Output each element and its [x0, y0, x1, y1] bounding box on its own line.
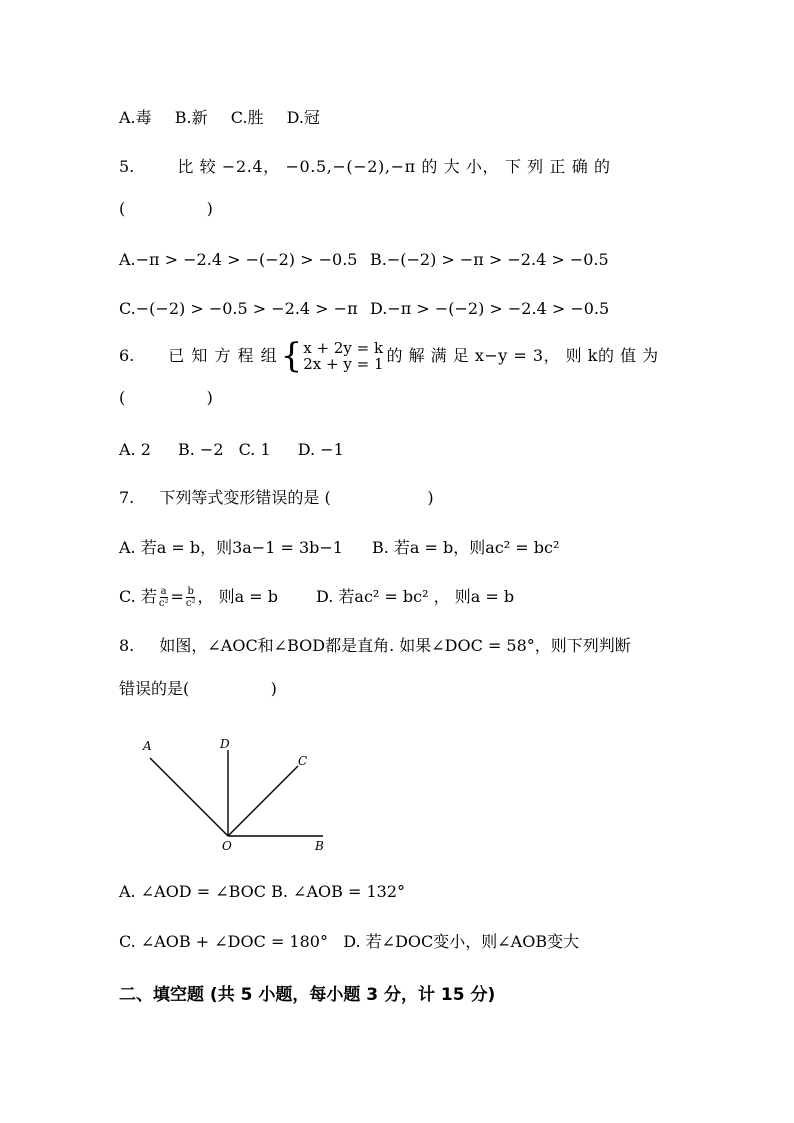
q8-stem-line-2: 错误的是( ): [119, 679, 277, 698]
q5-option-b: B.−(−2) > −π > −2.4 > −0.5: [370, 250, 609, 269]
ray-oc: [228, 766, 298, 836]
q5-number: 5.: [119, 157, 135, 176]
q4-option-c: C.胜: [230, 108, 264, 127]
label-a: A: [143, 739, 152, 753]
q6-option-b: B. −2: [178, 440, 224, 459]
q6-answer-paren: ( ): [119, 388, 213, 407]
q6-options: [119, 440, 344, 460]
q8-options-ab: A. ∠AOD = ∠BOC B. ∠AOB = 132°: [119, 882, 405, 901]
q8-stem: 如图，∠AOC和∠BOD都是直角. 如果∠DOC = 58°，则下列判断: [159, 636, 631, 655]
q6-equation-1: x + 2y = k: [303, 339, 384, 357]
q5-stem: 比 较 −2.4， −0.5,−(−2),−π 的 大 小， 下 列 正 确 的: [177, 157, 611, 176]
q6-stem-pre: 已 知 方 程 组: [168, 346, 278, 365]
q4-option-b: B.新: [174, 108, 208, 127]
q8-stem-line: [119, 636, 631, 656]
q8-number: 8.: [119, 636, 135, 655]
q6-option-c: C. 1: [238, 440, 271, 459]
q7-number: 7.: [119, 488, 135, 507]
section-2-title: 二、填空题 (共 5 小题，每小题 3 分，计 15 分): [119, 985, 496, 1005]
q7-stem: 下列等式变形错误的是 ( ): [159, 488, 434, 507]
q8-options-cd: C. ∠AOB + ∠DOC = 180° D. 若∠DOC变小，则∠AOB变大: [119, 932, 580, 951]
q6-stem-line: [119, 336, 659, 376]
fraction-a-over-c2: $\frac{a}{\text{c²}}$: [158, 585, 169, 609]
q6-option-a: A. 2: [119, 440, 151, 459]
q4-options: [119, 108, 320, 128]
q7-stem-line: [119, 488, 434, 508]
label-o: O: [222, 839, 232, 853]
label-b: B: [315, 839, 324, 853]
q5-stem-line: [119, 157, 611, 177]
q4-option-a: A.毒: [119, 108, 152, 127]
q6-number: 6.: [119, 346, 135, 365]
q4-option-d: D.冠: [286, 108, 320, 127]
ray-oa: [150, 758, 228, 836]
angle-figure: [135, 730, 355, 860]
q7-option-d: D. 若ac² = bc² ， 则a = b: [316, 587, 515, 606]
q5-option-c: C.−(−2) > −0.5 > −2.4 > −π: [119, 299, 358, 318]
q7-option-b: B. 若a = b，则ac² = bc²: [372, 538, 560, 557]
label-d: D: [220, 737, 230, 751]
label-c: C: [298, 754, 308, 768]
equation-system: [280, 336, 384, 376]
q5-option-a: A.−π > −2.4 > −(−2) > −0.5: [119, 250, 358, 269]
q6-equation-2: 2x + y = 1: [303, 355, 384, 373]
q7-option-c: C. 若 $\frac{a}{\text{c²}}$ = $\frac{b}{\text{c²}}$ ， 则a = b: [119, 585, 278, 609]
left-brace-icon: {: [280, 336, 303, 376]
q7-option-a: A. 若a = b，则3a−1 = 3b−1: [119, 538, 343, 557]
fraction-b-over-c2: $\frac{b}{\text{c²}}$: [185, 585, 196, 609]
q5-answer-paren: ( ): [119, 199, 213, 218]
q6-stem-post: 的 解 满 足 x−y = 3， 则 k的 值 为: [386, 346, 659, 365]
q6-option-d: D. −1: [297, 440, 344, 459]
q5-option-d: D.−π > −(−2) > −2.4 > −0.5: [370, 299, 610, 318]
